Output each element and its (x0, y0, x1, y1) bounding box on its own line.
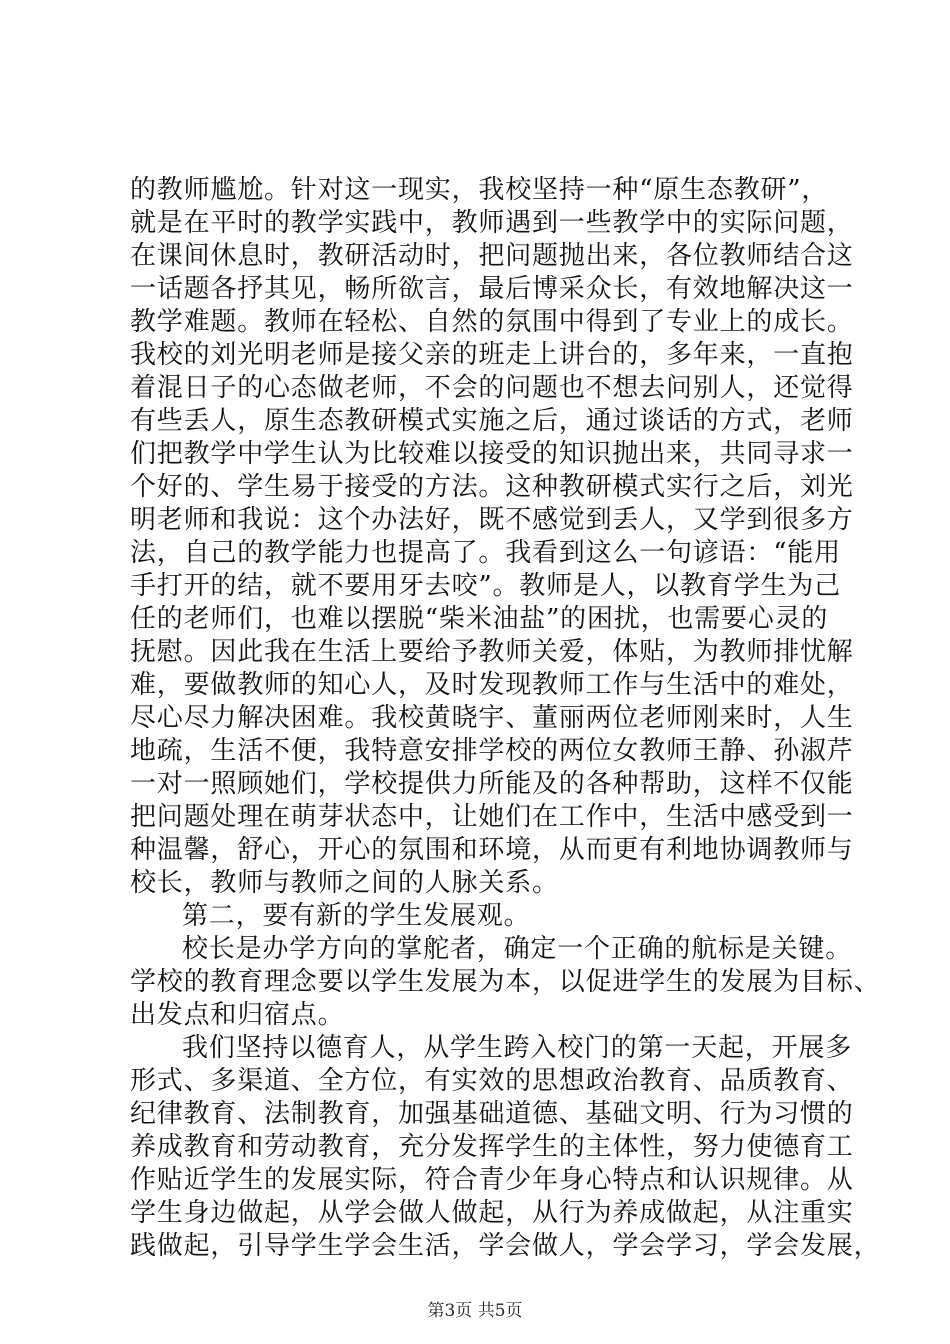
text-line: 第二，要有新的学生发展观。 (182, 901, 531, 931)
text-line: 出发点和归宿点。 (130, 1000, 345, 1030)
text-line: 地疏，生活不便，我特意安排学校的两位女教师王静、孙淑芹 (130, 736, 854, 766)
text-line: 学生身边做起，从学会做人做起，从行为养成做起，从注重实 (130, 1198, 854, 1228)
text-line: 抚慰。因此我在生活上要给予教师关爱，体贴，为教师排忧解 (130, 637, 854, 667)
text-line: 在课间休息时，教研活动时，把问题抛出来，各位教师结合这 (130, 241, 854, 271)
body-text (130, 174, 881, 1263)
text-line: 一话题各抒其见，畅所欲言，最后博采众长，有效地解决这一 (130, 274, 854, 304)
text-line: 校长是办学方向的掌舵者，确定一个正确的航标是关键。 (182, 934, 853, 964)
text-line: 有些丢人，原生态教研模式实施之后，通过谈话的方式，老师 (130, 406, 854, 436)
text-line: 明老师和我说：这个办法好，既不感觉到丢人，又学到很多方 (130, 505, 854, 535)
page-footer: 第3页 共5页 (427, 1301, 523, 1321)
text-line: 把问题处理在萌芽状态中，让她们在工作中，生活中感受到一 (130, 802, 854, 832)
text-line: 教学难题。教师在轻松、自然的氛围中得到了专业上的成长。 (130, 307, 854, 337)
text-line: 法，自己的教学能力也提高了。我看到这么一句谚语：“能用 (130, 538, 841, 568)
text-line: 尽心尽力解决困难。我校黄晓宇、董丽两位老师刚来时，人生 (130, 703, 854, 733)
text-line: 我校的刘光明老师是接父亲的班走上讲台的，多年来，一直抱 (130, 340, 854, 370)
text-line: 难，要做教师的知心人，及时发现教师工作与生活中的难处， (130, 670, 854, 700)
text-line: 就是在平时的教学实践中，教师遇到一些教学中的实际问题， (130, 208, 854, 238)
text-line: 任的老师们，也难以摆脱“柴米油盐”的困扰，也需要心灵的 (130, 604, 829, 634)
text-line: 的教师尴尬。针对这一现实，我校坚持一种“原生态教研”， (130, 175, 829, 205)
text-line: 形式、多渠道、全方位，有实效的思想政治教育、品质教育、 (130, 1066, 854, 1096)
text-line: 一对一照顾她们，学校提供力所能及的各种帮助，这样不仅能 (130, 769, 854, 799)
text-line: 养成教育和劳动教育，充分发挥学生的主体性，努力使德育工 (130, 1132, 854, 1162)
text-line: 践做起，引导学生学会生活，学会做人，学会学习，学会发展， (130, 1231, 881, 1261)
text-line: 学校的教育理念要以学生发展为本，以促进学生的发展为目标、 (130, 967, 881, 997)
text-line: 我们坚持以德育人，从学生跨入校门的第一天起，开展多 (182, 1033, 853, 1063)
text-line: 个好的、学生易于接受的方法。这种教研模式实行之后，刘光 (130, 472, 854, 502)
text-line: 校长，教师与教师之间的人脉关系。 (130, 868, 559, 898)
text-line: 们把教学中学生认为比较难以接受的知识抛出来，共同寻求一 (130, 439, 854, 469)
text-line: 种温馨，舒心，开心的氛围和环境，从而更有利地协调教师与 (130, 835, 854, 865)
text-line: 作贴近学生的发展实际，符合青少年身心特点和认识规律。从 (130, 1165, 854, 1195)
text-line: 纪律教育、法制教育，加强基础道德、基础文明、行为习惯的 (130, 1099, 854, 1129)
text-line: 着混日子的心态做老师，不会的问题也不想去问别人，还觉得 (130, 373, 854, 403)
text-line: 手打开的结，就不要用牙去咬”。教师是人，以教育学生为己 (130, 571, 841, 601)
